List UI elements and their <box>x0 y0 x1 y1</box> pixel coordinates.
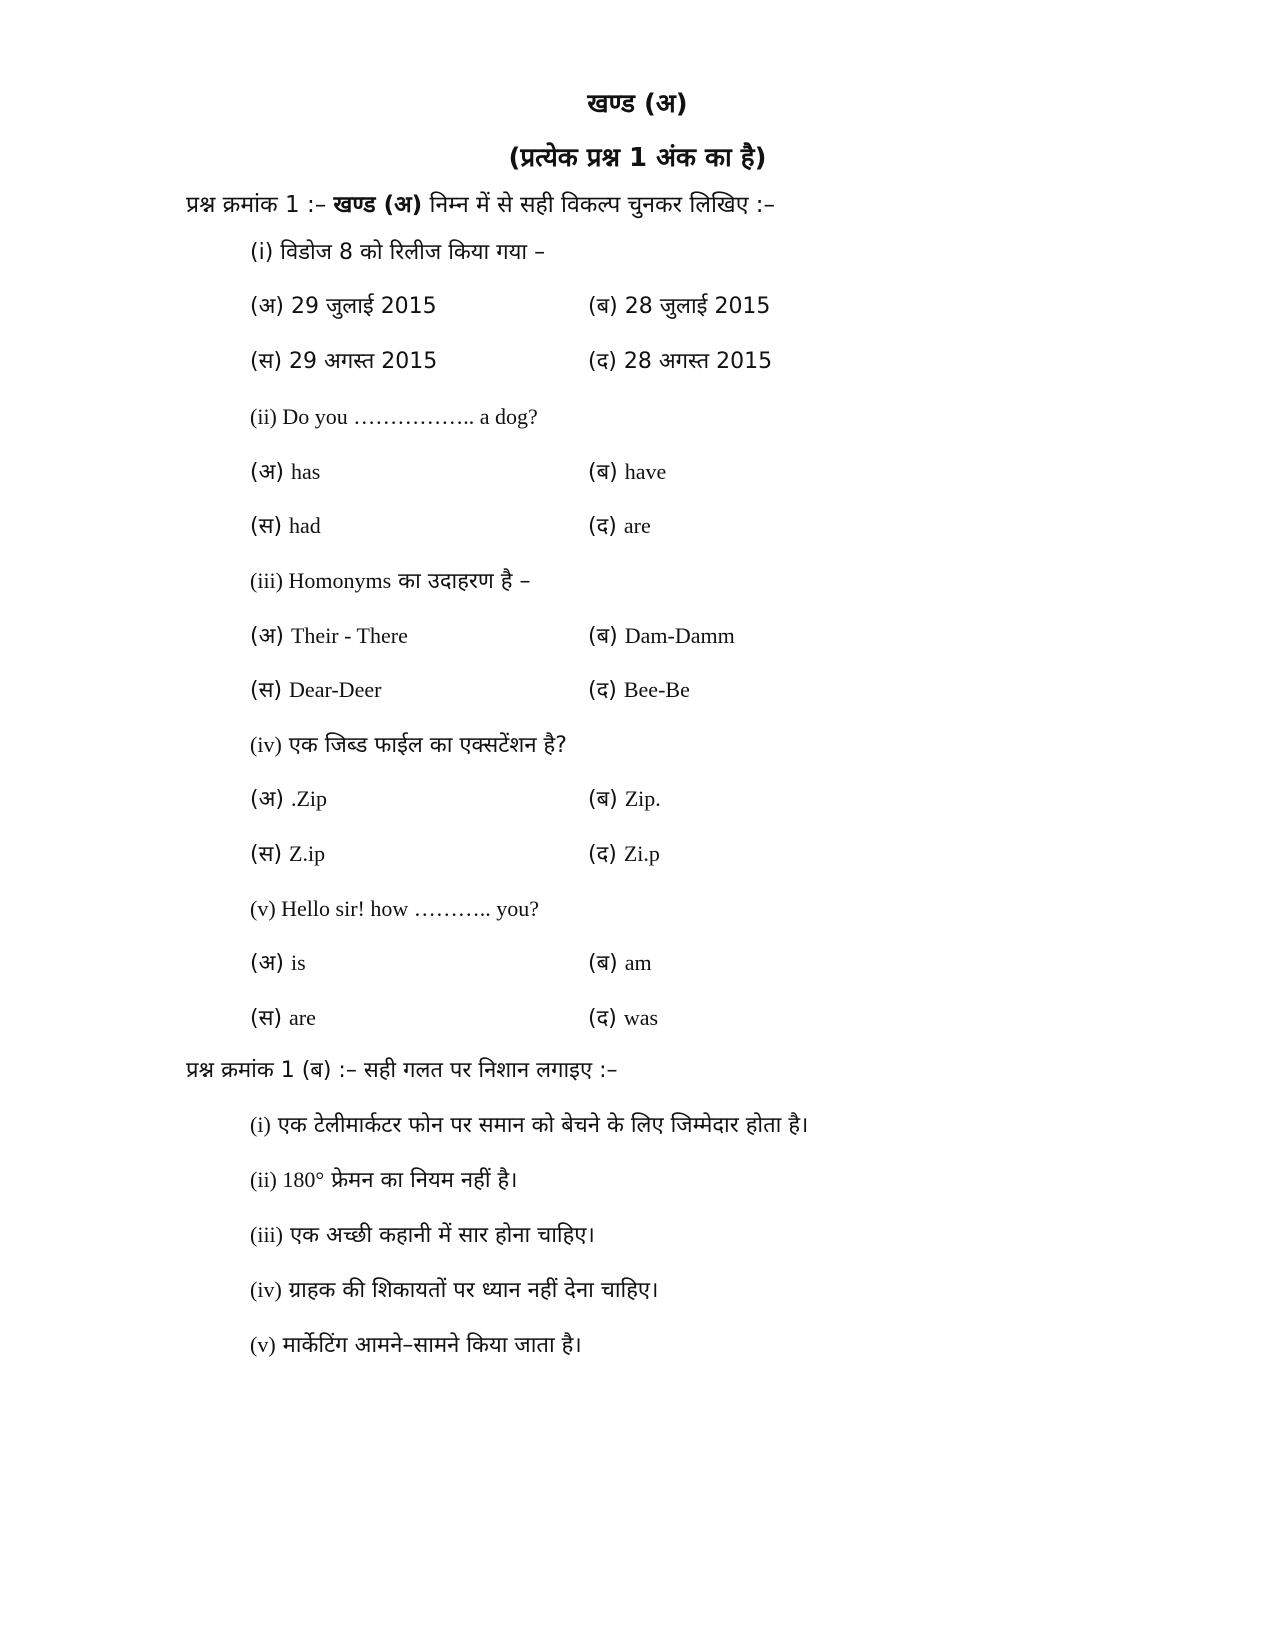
question-4 <box>250 734 567 757</box>
q5-option-d-value: was <box>623 1005 659 1030</box>
q5-option-d <box>588 1007 658 1030</box>
q5-option-c-label: (स) <box>250 1006 283 1031</box>
s1-text: एक टेलीमार्कटर फोन पर समान को बेचने के लिए जिम्मेदार होता है। <box>270 1113 809 1138</box>
q2-option-a-label: (अ) <box>250 460 284 485</box>
s3-text: एक अच्छी कहानी में सार होना चाहिए। <box>283 1223 595 1248</box>
q4-option-c-value: Z.ip <box>289 841 326 866</box>
q5-option-c-value: are <box>289 1005 316 1030</box>
q1-option-a: (अ) 29 जुलाई 2015 <box>250 294 437 319</box>
statement-3 <box>250 1224 595 1247</box>
q5-option-a-value: is <box>290 950 306 975</box>
q5-option-d-label: (द) <box>588 1006 617 1031</box>
q4-option-d-value: Zi.p <box>623 841 660 866</box>
q2-option-a <box>250 461 320 484</box>
q4-option-d <box>588 843 660 866</box>
q2-option-b <box>588 461 666 484</box>
q1a-bold: खण्ड (अ) <box>333 192 423 218</box>
s2-text-en: 180° <box>276 1167 325 1192</box>
q3-text-en: Homonyms <box>283 568 392 593</box>
q4-option-c <box>250 843 325 866</box>
s3-number: (iii) <box>250 1222 283 1247</box>
q3-text-hi: का उदाहरण है – <box>391 569 531 594</box>
q2-option-c-value: had <box>289 513 321 538</box>
marks-note: (प्रत्येक प्रश्न 1 अंक का है) <box>508 143 767 173</box>
q3-number: (iii) <box>250 568 283 593</box>
q3-option-b-value: Dam-Damm <box>624 623 735 648</box>
q2-text: Do you …………….. a dog? <box>276 404 538 429</box>
s1-number: (i) <box>250 1112 271 1137</box>
q3-option-b <box>588 625 735 648</box>
q3-option-a-value: Their - There <box>290 623 408 648</box>
q4-text: एक जिब्ड फाईल का एक्सटेंशन है? <box>281 733 567 758</box>
q2-option-b-value: have <box>624 459 667 484</box>
q4-option-a-label: (अ) <box>250 787 284 812</box>
s2-text: फ्रेमन का नियम नहीं है। <box>324 1168 518 1193</box>
q4-option-c-label: (स) <box>250 842 283 867</box>
s4-text: ग्राहक की शिकायतों पर ध्यान नहीं देना चाहिए। <box>281 1278 659 1303</box>
q1-option-c: (स) 29 अगस्त 2015 <box>250 349 438 374</box>
q5-number: (v) <box>250 896 276 921</box>
q1b-instruction: प्रश्न क्रमांक 1 (ब) :– सही गलत पर निशान लगाइए :– <box>186 1058 618 1083</box>
q4-option-a-value: .Zip <box>290 786 328 811</box>
statement-1 <box>250 1114 808 1137</box>
q5-option-b <box>588 952 652 975</box>
q3-option-a-label: (अ) <box>250 624 284 649</box>
question-5 <box>250 898 539 920</box>
q4-option-b <box>588 788 661 811</box>
q5-text: Hello sir! how ……….. you? <box>275 896 540 921</box>
q5-option-b-value: am <box>624 950 652 975</box>
question-1: (i) विडोज 8 को रिलीज किया गया – <box>250 240 546 265</box>
q2-option-c <box>250 515 321 538</box>
q5-option-a <box>250 952 306 975</box>
s5-text: मार्केटिंग आमने–सामने किया जाता है। <box>275 1333 582 1358</box>
q2-number: (ii) <box>250 404 277 429</box>
q2-option-a-value: has <box>290 459 321 484</box>
statement-4 <box>250 1279 658 1302</box>
section-title: खण्ड (अ) <box>587 89 688 119</box>
q3-option-c-label: (स) <box>250 678 283 703</box>
q5-option-b-label: (ब) <box>588 951 618 976</box>
q2-option-d-value: are <box>623 513 651 538</box>
q4-option-a <box>250 788 327 811</box>
question-2 <box>250 406 538 428</box>
q4-option-d-label: (द) <box>588 842 617 867</box>
q4-option-b-value: Zip. <box>624 786 661 811</box>
q1-option-b: (ब) 28 जुलाई 2015 <box>588 294 771 319</box>
q5-option-a-label: (अ) <box>250 951 284 976</box>
q3-option-c-value: Dear-Deer <box>289 677 382 702</box>
q1a-instruction <box>186 194 775 217</box>
q1a-prefix: प्रश्न क्रमांक 1 :– <box>186 192 334 218</box>
statement-2 <box>250 1169 518 1192</box>
q4-option-b-label: (ब) <box>588 787 618 812</box>
q4-number: (iv) <box>250 732 282 757</box>
q1a-suffix: निम्न में से सही विकल्प चुनकर लिखिए :– <box>422 192 775 218</box>
q2-option-c-label: (स) <box>250 514 283 539</box>
q3-option-c <box>250 679 381 702</box>
q3-option-d-value: Bee-Be <box>623 677 690 702</box>
statement-5 <box>250 1334 582 1357</box>
s2-number: (ii) <box>250 1167 277 1192</box>
q5-option-c <box>250 1007 316 1030</box>
question-3 <box>250 570 530 593</box>
q3-option-d <box>588 679 690 702</box>
q1-option-d: (द) 28 अगस्त 2015 <box>588 349 773 374</box>
q3-option-a <box>250 625 408 648</box>
q3-option-d-label: (द) <box>588 678 617 703</box>
q2-option-d <box>588 515 651 538</box>
q3-option-b-label: (ब) <box>588 624 618 649</box>
s4-number: (iv) <box>250 1277 282 1302</box>
q2-option-b-label: (ब) <box>588 460 618 485</box>
s5-number: (v) <box>250 1332 276 1357</box>
q2-option-d-label: (द) <box>588 514 617 539</box>
